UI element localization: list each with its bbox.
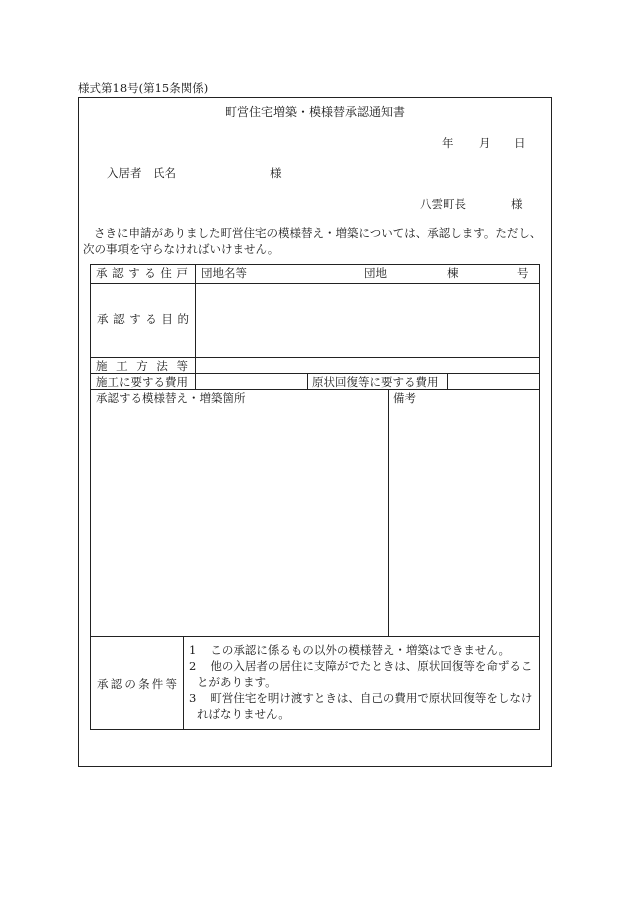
condition-3-text: 町営住宅を明け渡すときは、自己の費用で原状回復等をしなけ — [210, 691, 533, 705]
form-title: 町営住宅増築・模様替承認通知書 — [224, 105, 405, 119]
restore-cost-label: 原状回復等に要する費用 — [312, 375, 439, 389]
condition-item-1 — [189, 642, 535, 658]
field-building: 棟 — [447, 266, 459, 280]
condition-1-number: 1 — [189, 643, 197, 657]
condition-item-3 — [189, 690, 535, 722]
conditions-label — [97, 677, 180, 691]
remarks-label: 備考 — [393, 391, 416, 405]
recipient-honorific: 様 — [270, 166, 282, 180]
field-danchi: 団地 — [364, 266, 387, 280]
condition-2-text-cont: とがあります。 — [197, 675, 277, 689]
condition-1-text: この承認に係るもの以外の模様替え・増築はできません。 — [210, 643, 511, 657]
form-number: 様式第18号(第15条関係) — [78, 81, 209, 95]
cost-label: 施工に要する費用 — [96, 375, 188, 389]
method-label — [96, 359, 197, 373]
sender-honorific: 様 — [511, 197, 523, 211]
condition-2-text: 他の入居者の居住に支障がでたときは、原状回復等を命ずるこ — [210, 659, 533, 673]
condition-3-text-cont: ればなりません。 — [197, 707, 290, 721]
condition-3-number: 3 — [189, 691, 197, 705]
intro-line-2: 次の事項を守らなければいけません。 — [83, 242, 280, 256]
areas-label: 承認する模様替え・増築箇所 — [96, 391, 246, 405]
date-year: 年 — [442, 136, 454, 150]
conditions-label-text: 承認の条件等 — [97, 677, 180, 691]
date-day: 日 — [514, 136, 526, 150]
field-complex-name: 団地名等 — [201, 266, 247, 280]
purpose-label — [97, 312, 194, 326]
date-month: 月 — [479, 136, 491, 150]
sender-name: 八雲町長 — [420, 197, 466, 211]
field-number: 号 — [517, 266, 529, 280]
address-label-text: 承認する住戸 — [96, 266, 193, 280]
condition-2-number: 2 — [189, 659, 197, 673]
address-label — [96, 266, 193, 280]
purpose-label-text: 承認する目的 — [97, 312, 194, 326]
intro-line-1: さきに申請がありました町営住宅の模様替え・増築については、承認します。ただし、 — [94, 226, 542, 240]
method-label-text: 施工方法等 — [96, 359, 197, 373]
recipient-label: 入居者 氏名 — [107, 166, 176, 180]
condition-item-2 — [189, 658, 535, 690]
